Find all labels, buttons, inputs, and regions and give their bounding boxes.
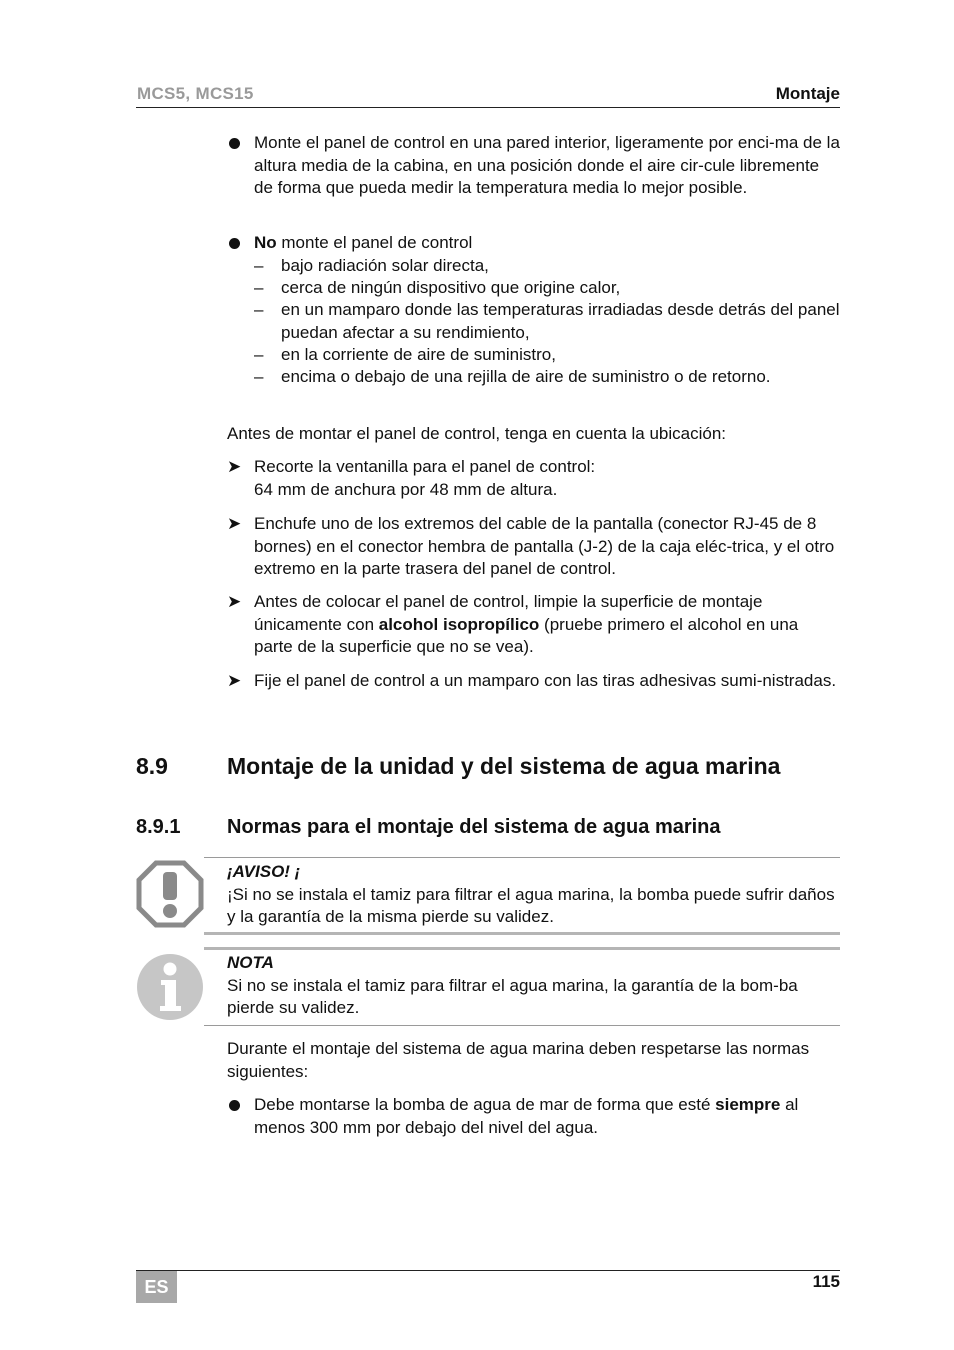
dash-text: en un mamparo donde las temperaturas irradiadas desde detrás del panel puedan afectar a su rendimiento,	[281, 300, 840, 342]
warning-bottom-rule	[204, 932, 840, 935]
bullet-dot-icon	[227, 232, 245, 256]
subsection-number: 8.9.1	[136, 816, 181, 838]
subsection-title: Normas para el montaje del sistema de agua marina	[227, 816, 721, 838]
header-product: MCS5, MCS15	[137, 84, 254, 103]
step-item	[227, 670, 840, 693]
note-bottom-rule	[204, 1025, 840, 1026]
bold-no: No	[254, 233, 277, 252]
step-text: Enchufe uno de los extremos del cable de la pantalla (conector RJ-45 de 8 bornes) en el conector hembra de pantalla (J-2) de la caja eléc-trica, y el otro extremo en la parte trasera del panel de control.	[254, 514, 835, 578]
step-text: Fije el panel de control a un mamparo con las tiras adhesivas sumi-nistradas.	[254, 671, 837, 690]
dash-item: – en la corriente de aire de suministro,	[254, 344, 840, 367]
step-line: 64 mm de anchura por 48 mm de altura.	[254, 479, 558, 499]
arrow-right-icon: ➤	[227, 671, 242, 690]
step-line: Recorte la ventanilla para el panel de control:	[254, 457, 596, 476]
header-chapter: Montaje	[775, 84, 840, 103]
rule-part: Debe montarse la bomba de agua de mar de forma que esté	[254, 1095, 716, 1114]
warning-top-rule	[204, 857, 840, 858]
step-item	[227, 513, 840, 581]
note-text: Si no se instala el tamiz para filtrar el agua marina, la garantía de la bom-ba pierde su validez.	[227, 975, 798, 1017]
dash-text: cerca de ningún dispositivo que origine calor,	[281, 278, 621, 297]
warning-title: ¡AVISO! ¡	[227, 862, 301, 881]
dash-item: – bajo radiación solar directa,	[254, 255, 840, 278]
header-rule	[136, 107, 840, 108]
arrow-right-icon: ➤	[227, 514, 242, 533]
arrow-right-icon: ➤	[227, 592, 242, 611]
arrow-right-icon: ➤	[227, 457, 242, 476]
rule-part: al menos 300 mm por debajo del nivel del agua.	[254, 1095, 799, 1137]
dash-text: bajo radiación solar directa,	[281, 256, 489, 275]
dash-item: – encima o debajo de una rejilla de aire de suministro o de retorno.	[254, 366, 840, 389]
rules-intro: Durante el montaje del sistema de agua marina deben respetarse las normas siguientes:	[227, 1039, 810, 1081]
step-part: Antes de colocar el panel de control, limpie la superficie de montaje únicamente con	[254, 592, 763, 634]
bullet-dot-icon	[227, 1094, 245, 1118]
intro-paragraph: Antes de montar el panel de control, tenga en cuenta la ubicación:	[227, 424, 727, 443]
footer-rule	[136, 1270, 840, 1271]
list-item	[227, 232, 840, 255]
list-item	[227, 1094, 840, 1139]
bullet-text: Monte el panel de control en una pared interior, ligeramente por enci-ma de la altura media de la cabina, en una posición donde el aire cir-cule libremente de forma que pueda medir la temperatura media lo mejor posible.	[254, 133, 840, 197]
note-top-rule	[204, 947, 840, 950]
language-badge: ES	[136, 1271, 177, 1303]
dash-item: – cerca de ningún dispositivo que origine calor,	[254, 277, 840, 300]
bullet-rest: monte el panel de control	[276, 233, 473, 252]
dash-text: encima o debajo de una rejilla de aire de suministro o de retorno.	[281, 367, 771, 386]
dash-item: – en un mamparo donde las temperaturas irradiadas desde detrás del panel puedan afectar a su rendimiento,	[254, 299, 840, 344]
step-item	[227, 591, 840, 659]
section-number: 8.9	[136, 753, 168, 779]
exclamation-octagon-icon	[136, 860, 204, 928]
bullet-dot-icon	[227, 132, 245, 156]
section-title: Montaje de la unidad y del sistema de agua marina	[227, 753, 781, 779]
note-box	[227, 952, 840, 1020]
page-number: 115	[812, 1272, 840, 1291]
step-bold: alcohol isopropílico	[378, 614, 540, 634]
step-text	[254, 591, 840, 659]
warning-text: ¡Si no se instala el tamiz para filtrar el agua marina, la bomba puede sufrir daños y la garantía de la misma pierde su validez.	[227, 884, 835, 926]
list-item	[227, 132, 840, 200]
step-item	[227, 456, 840, 501]
info-circle-icon	[136, 953, 204, 1021]
bullet-text	[254, 232, 840, 255]
step-part: (pruebe primero el alcohol en una parte de la superficie que no se vea).	[254, 614, 799, 656]
bullet-text	[254, 1094, 840, 1139]
dash-text: en la corriente de aire de suministro,	[281, 345, 556, 364]
warning-box	[227, 861, 840, 929]
step-text	[254, 456, 840, 501]
rule-bold: siempre	[715, 1095, 781, 1114]
note-title: NOTA	[227, 953, 274, 972]
